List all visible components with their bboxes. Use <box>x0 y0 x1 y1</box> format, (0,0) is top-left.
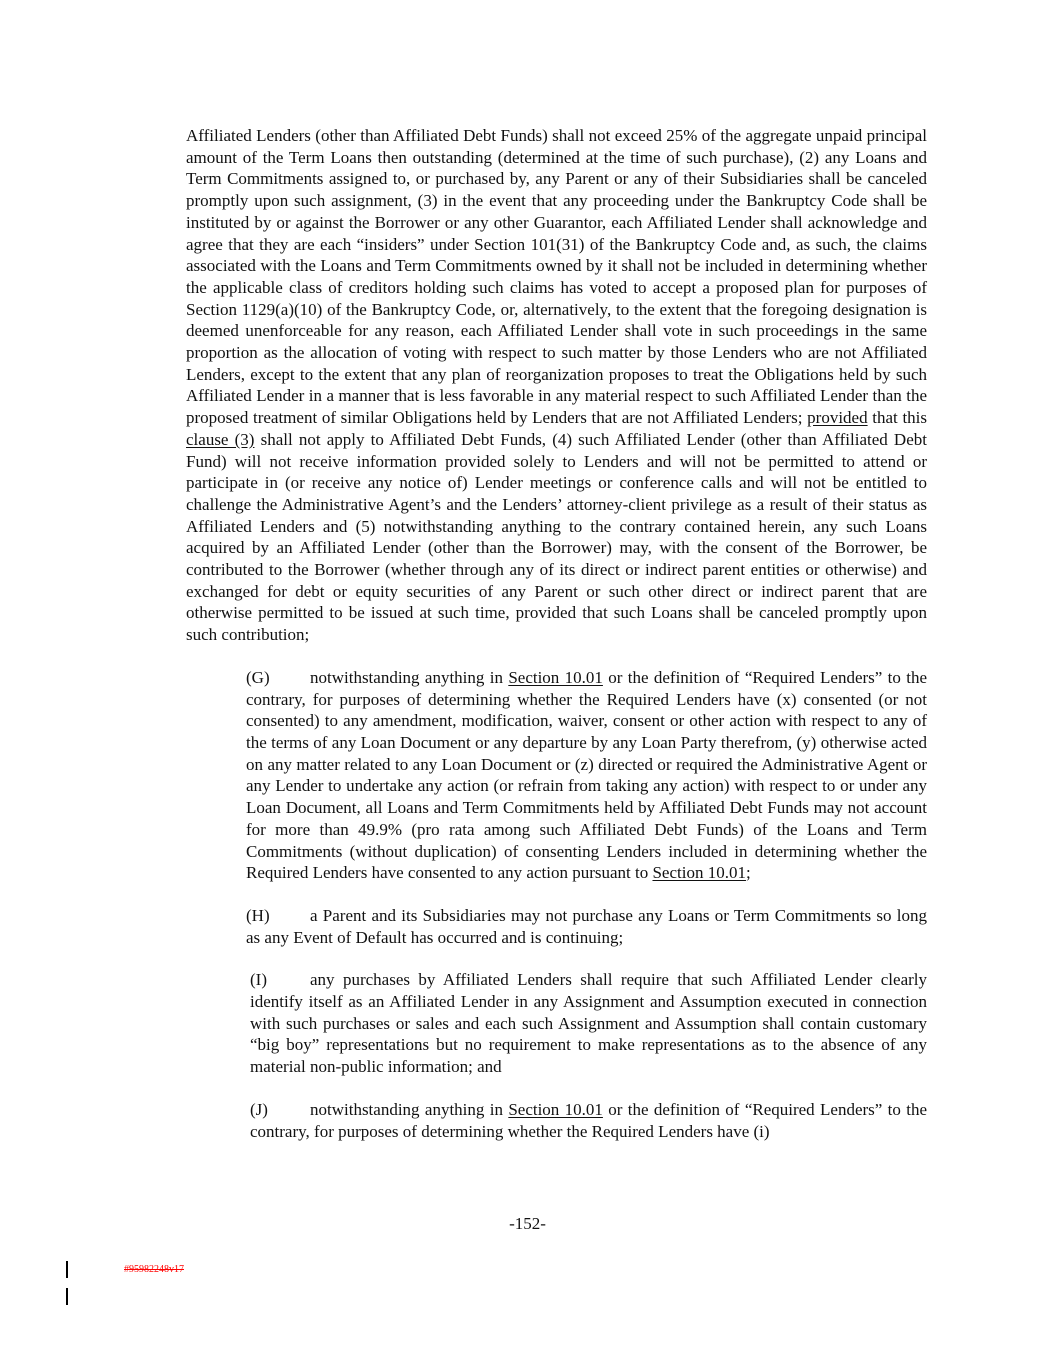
item-g-text-end: ; <box>745 863 751 883</box>
item-g-paragraph <box>186 667 927 884</box>
provided-term: provided <box>807 408 868 428</box>
page-number: -152- <box>509 1214 546 1233</box>
clause-3-reference: clause (3) <box>186 429 255 449</box>
item-i-paragraph <box>186 969 927 1078</box>
item-h-label: (H) <box>246 905 270 925</box>
item-j-section-reference: Section 10.01 <box>508 1099 603 1119</box>
item-h-paragraph <box>186 905 927 948</box>
revision-change-bar <box>66 1288 68 1305</box>
item-g-section-reference: Section 10.01 <box>508 667 603 687</box>
item-g-section-reference-end: Section 10.01 <box>652 863 746 883</box>
item-i-label: (I) <box>250 970 267 990</box>
item-g-text-2: or the definition of “Required Lenders” to the contrary, for purposes of determining whether the Required Lenders have (x) consented (or not consented) to any amendment, modification, waiver, consent or other action with respect to any of the terms of any Loan Document or any departure by any Loan Party therefrom, (y) otherwise acted on any matter related to any Loan Document or (z) directed or required the Administrative Agent or any Lender to undertake any action (or refrain from taking any action) with respect to or under any Loan Document, all Loans and Term Commitments held by Affiliated Debt Funds may not account for more than 49.9% (pro rata among such Affiliated Debt Funds) of the Loans and Term Commitments (without duplication) of consenting Lenders included in determining whether the Required Lenders have consented to any action pursuant to <box>246 667 927 883</box>
revision-change-bar <box>66 1261 68 1278</box>
item-i-text: any purchases by Affiliated Lenders shall require that such Affiliated Lender clearly identify itself as an Affiliated Lender in any Assignment and Assumption executed in connection with such purchases or sales and each such Assignment and Assumption shall contain customary “big boy” representations but no requirement to make representations as to the absence of any material non-public information; and <box>250 970 927 1077</box>
item-j-text-1: notwithstanding anything in <box>310 1099 503 1119</box>
document-id-stamp: #95982248v17 <box>124 1264 184 1275</box>
continued-paragraph <box>186 125 927 646</box>
item-j-label: (J) <box>250 1099 268 1119</box>
document-body <box>186 125 927 1142</box>
item-h-text: a Parent and its Subsidiaries may not purchase any Loans or Term Commitments so long as any Event of Default has occurred and is continuing; <box>246 905 927 947</box>
continued-paragraph-text-1: Affiliated Lenders (other than Affiliated Debt Funds) shall not exceed 25% of the aggregate unpaid principal amount of the Term Loans then outstanding (determined at the time of such purchase), (2) any Loans and Term Commitments assigned to, or purchased by, any Parent or any of their Subsidiaries shall be canceled promptly upon such assignment, (3) in the event that any proceeding under the Bankruptcy Code shall be instituted by or against the Borrower or any other Guarantor, each Affiliated Lender shall acknowledge and agree that they are each “insiders” under Section 101(31) of the Bankruptcy Code and, as such, the claims associated with the Loans and Term Commitments owned by it shall not be included in determining whether the applicable class of creditors holding such claims has voted to accept a proposed plan for purposes of Section 1129(a)(10) of the Bankruptcy Code, or, alternatively, to the extent that the foregoing designation is deemed unenforceable for any reason, each Affiliated Lender shall vote in such proceedings in the same proportion as the allocation of voting with respect to such matter by those Lenders who are not Affiliated Lenders, except to the extent that any plan of reorganization proposes to treat the Obligations held by such Affiliated Lender in a manner that is less favorable in any material respect to such Affiliated Lender than the proposed treatment of similar Obligations held by Lenders that are not Affiliated Lenders; <box>186 126 927 428</box>
continued-paragraph-text-3: shall not apply to Affiliated Debt Funds, (4) such Affiliated Lender (other than Affiliated Debt Fund) will not receive information provided solely to Lenders and will not be permitted to attend or participate in (or receive any notice of) Lender meetings or conference calls and will not be entitled to challenge the Administrative Agent’s and the Lenders’ attorney-client privilege as a result of their status as Affiliated Lenders and (5) notwithstanding anything to the contrary contained herein, any such Loans acquired by an Affiliated Lender (other than the Borrower) may, with the consent of the Borrower, be contributed to the Borrower (whether through any of its direct or indirect parent entities or otherwise) and exchanged for debt or equity securities of any Parent or such other direct or indirect parent that are otherwise permitted to be issued at such time, provided that such Loans shall be canceled promptly upon such contribution; <box>186 429 927 645</box>
item-g-text-1: notwithstanding anything in <box>310 667 503 687</box>
item-g-label: (G) <box>246 667 270 687</box>
continued-paragraph-text-2: that this <box>872 408 927 428</box>
item-j-text-2: or the definition of “Required Lenders” to the contrary, for purposes of determining whether the Required Lenders have (i) <box>250 1099 927 1141</box>
item-j-paragraph <box>186 1099 927 1142</box>
